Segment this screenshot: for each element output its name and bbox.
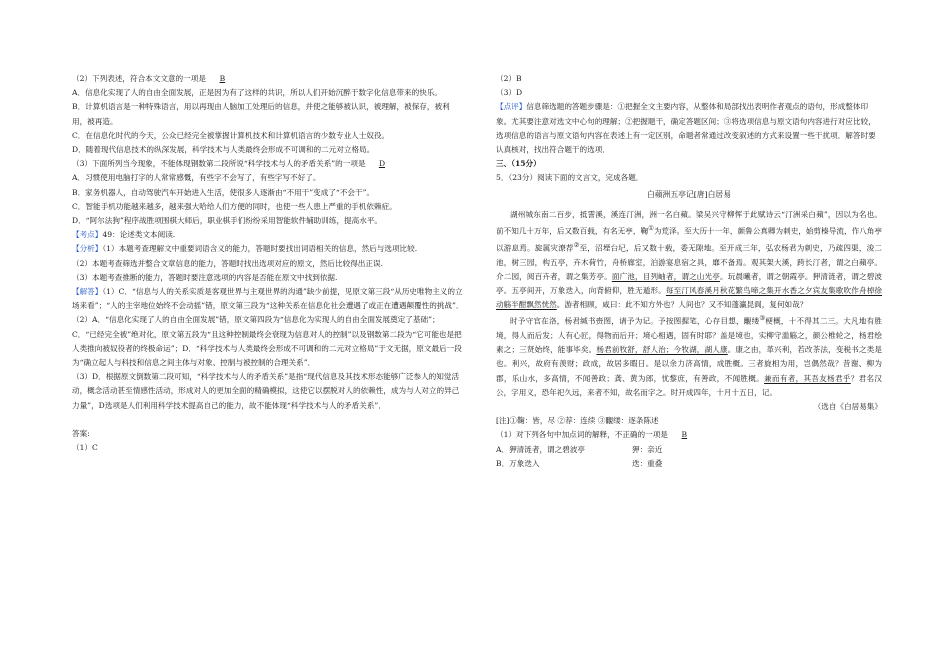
q3-option-b: B．家务机器人，自动驾驶汽车开始进入生活，使很多人逐渐由“不用干”变成了“不会干”。: [72, 187, 375, 197]
underlined-sentence-3: 杨君前牧舒，舒人治；今牧湖，湖人康: [596, 345, 728, 355]
q2-option-d: D．随着现代信息技术的纵深发展，科学技术与人类最终会形成不可调和的二元对立格局。: [72, 145, 375, 155]
fenxi-3: （3）本题考查推断的能力，答题时要注意选项的内容是否能在原文中找到依据.: [72, 272, 338, 282]
q1-option-a: A．狎清涟者，谓之碧波亭 狎：亲近: [496, 444, 663, 454]
q3-option-c: C．智能手机功能越来越多，越来强大哈给人们方便的同时，也使一些人患上严重的手机依赖症。: [72, 201, 397, 211]
underlined-sentence-2: 每至汀风春溪月秋花繁鸟啼之集开水香之夕宾友集歌吹作舟棹徐动觞半酣飘然恍然: [496, 285, 883, 310]
answer-1: （1）C: [72, 443, 98, 453]
q2-option-a: A．信息化实现了人的自由全面发展，正是因为有了这样的共识，所以人们开始沉醉于数字化信息带来的快乐。: [72, 88, 442, 98]
passage-source: （选自《白居易集》: [813, 402, 882, 412]
q2-option-c: C．在信息化时代的今天，公众已经完全被掌握计算机技术和计算机语言的少数专业人士奴役。: [72, 130, 390, 140]
jieda-1: 【解答】（1）C．“信息与人的关系实质是客观世界与主观世界的沟通”缺少前提，见原文第三段“从历史唯物主义的立场来看”；“人的主宰地位始终不会动摇”错，原文第三段为“这种关系在信息化社会遭遇了或正在遭遇颠覆性的挑战”．: [72, 287, 464, 311]
underlined-sentence-1: 面广池，目列岫者，谓之山光亭: [611, 271, 720, 281]
jieda-2: （2）A．“信息化实现了人的自由全面发展”错，原文第四段为“信息化为实现人的自由全面发展奠定了基础”；C．“已经完全被”绝对化，原文第五段为“且这种控制最终会衰现为信息对人的控制”以及钢数第二段为“它可能也是把人类推向被奴役者的终极命运”；D．“科学技术与人类最终会形成不可调和的二元对立格局”于文无据，原文最后一段为“确立起人与科技和信息之间主体与对象、控制与被控制的合理关系”．: [72, 315, 462, 368]
left-column: [72, 72, 464, 455]
jieda-3: （3）D．根据原文倒数第二段可知，“科学技术与人的矛盾关系”是指“现代信息及其技术形态能够广泛参人的知觉活动，概念活动甚至情感性活动，形成对人的更加全面的精确模拟，这使它以摆脱对人的依赖性，成为与人对立的异己力量”，D选项是人们利用科学技术提高自己的能力，故不能体现“科学技术与人的矛盾关系”．: [72, 372, 460, 410]
q3-stem: （3）下面所列当今现象，不能体现钢数第二段所说“科学技术与人的矛盾关系”的一项是 D: [72, 157, 464, 171]
q3-option-a: A．习惯使用电脑打字的人常常感慨，有些字不会写了，有些字写不好了。: [72, 173, 321, 183]
footnote: [注]①鞠：皆，尽 ②荐：连续 ③覼缕：逐条陈述: [496, 416, 659, 426]
fenxi-2: （2）本题考查筛选并整合文章信息的能力，答题时找出选项对应的原文，然后比较得出正误.: [72, 258, 383, 268]
q1-option-b: B．万象迭入 迭：重叠: [496, 458, 663, 468]
section-heading: 三、（15分）: [496, 159, 541, 169]
fenxi-1: 【分析】（1）本题考查理解文中重要词语含义的能力，答题时要找出词语相关的信息，然后与选项比较.: [72, 244, 418, 254]
answer-label: 答案:: [72, 428, 90, 438]
q2-option-b: B．计算机语言是一种特殊语言，用以再现由人脑加工处理后的信息，并使之能够被认识，被理解，被保存，被利用，被再造。: [72, 102, 450, 126]
q3-option-d: D．“阿尔法狗”程序战胜项围棋大师后，职业棋手们纷纷采用智能软件辅助训练，提高水平。: [72, 216, 383, 226]
q1-answer: B: [681, 430, 688, 440]
q1-stem: （1）对下列各句中加点词的解释，不正确的一项是 B: [496, 428, 882, 442]
underlined-sentence-4: 兼而有者，其吾友杨君乎: [764, 373, 851, 383]
answer-3: （3）D: [496, 88, 523, 98]
q2-answer: B: [219, 74, 226, 83]
answer-2: （2）B: [496, 74, 522, 83]
kaodian: 【考点】49：论述类文本阅读.: [72, 230, 176, 240]
passage-title: 白蘋洲五亭记[唐]白居易: [646, 189, 732, 199]
right-column: [496, 72, 882, 471]
passage-paragraph-1: 湖州城东南二百步，抵霅溪，溪连汀洲，洲一名白蘋。梁吴兴守柳恽于此赋诗云“汀洲采白蘋”，因以为名也。前不知几十万年，后又数百载，有名无亭，鞠①为荒泽。至大历十一年，颜鲁公真卿为刺史，始剪榛导流，作八角亭以游息焉。旋属灾潦荐②至，沼堙台圮，后又数十载，委无隙地。至开成三年，弘农杨君为刺史，乃疏四渠，浚二池，树三园，构五亭，卉木荷竹，舟桥廊室，泊游宴息宿之具，靡不备焉。观其架大溪，跨长汀者，谓之白蘋亭。介二园，阅百卉者，谓之集芳亭。面广池，目列岫者，谓之山光亭。玩晨曦者，谓之朝霞亭。狎清涟者，谓之碧波亭。五亭间开，万象迭入，向背俯仰，胜无遁形。每至汀风春溪月秋花繁鸟啼之集开水香之夕宾友集歌吹作舟棹徐动觞半酣飘然恍然。游者相顾，咸曰：此不知方外也？人间也？又不知蓬瀛昆阆，复何如哉？: [496, 209, 883, 310]
q2-stem: （2）下列表述，符合本文文意的一项是 B: [72, 72, 464, 86]
dianping: 【点评】信息筛选题的答题步骤是：①把握全文主要内容，从整体和局部找出表明作者观点的语句，形成整体印象。尤其要注意对选文中心句的理解；②把握题干，确定答题区间；③将选项信息与原文语句内容进行对应比较，选项信息的语言与原文语句内容在表述上有一定区别，命题者常通过改变叙述的方式来设置一些干扰项．解答时要认真核对，找出符合题干的选项．: [496, 102, 876, 155]
fenxi-tag: 【分析】: [72, 244, 103, 254]
q3-answer: D: [378, 159, 386, 169]
dianping-tag: 【点评】: [496, 102, 527, 112]
passage-paragraph-2: 时予守官在洛，杨君缄书赍图，请予为记。予按图握笔，心存目想，覼缕③梗概，十不得其二三。大凡地有胜境，得人而后发；人有心匠，得物而后开；境心相遇，固有时耶？盖是境也，实柳守滥觞之，颜公椎轮之，杨君绘素之；三贤始终，能事毕矣。杨君前牧舒，舒人治；今牧湖，湖人康。康之由，革兴利，若改茶法，变税书之类是也。利兴，故府有羡财；政成，故居多暇日。是以余力济高情，成胜概。三者旋相为用，岂偶然哉？昔谢、柳为郡，乐山水，多高情，不闻善政；龚、黄为郎，忧黎庶，有善政，不闻胜概。兼而有者，其吾友杨君乎？君名汉公，字用义，恐年祀久远，来者不知，故名而字之。时开成四年，十月十五日，记。: [496, 315, 883, 397]
kaodian-tag: 【考点】: [72, 230, 103, 240]
question-5: 5．（23分）阅读下面的文言文，完成各题．: [496, 173, 644, 183]
jieda-tag: 【解答】: [72, 287, 103, 297]
